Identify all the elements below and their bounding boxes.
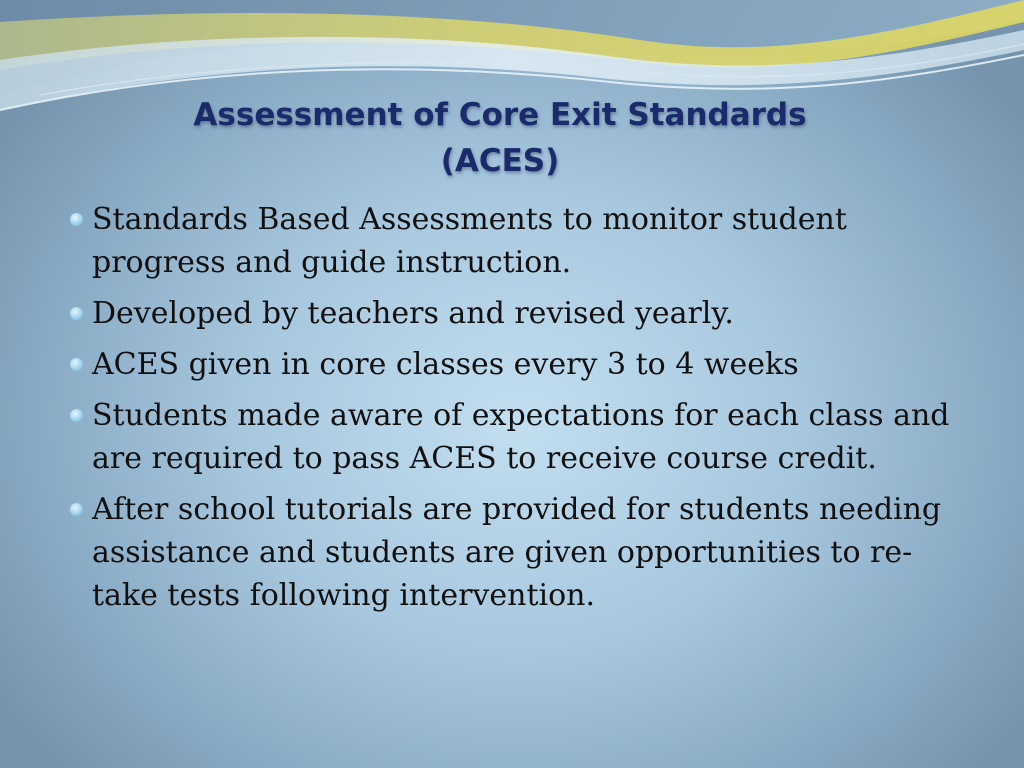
- bullet-text: Standards Based Assessments to monitor student progress and guide instruction.: [92, 202, 847, 280]
- bullet-text: After school tutorials are provided for students needing assistance and students are given opportunities to re-take tests following intervention.: [92, 492, 942, 613]
- bullet-text: Students made aware of expectations for each class and are required to pass ACES to receive course credit.: [92, 398, 950, 476]
- bullet-list: [62, 198, 972, 625]
- bullet-item: [62, 394, 972, 480]
- bullet-text: Developed by teachers and revised yearly.: [92, 296, 734, 331]
- round-bullet-icon: [70, 307, 83, 320]
- bullet-item: [62, 343, 972, 386]
- bullet-item: [62, 488, 972, 617]
- bullet-item: [62, 292, 972, 335]
- round-bullet-icon: [70, 409, 83, 422]
- round-bullet-icon: [70, 503, 83, 516]
- bullet-item: [62, 198, 972, 284]
- round-bullet-icon: [70, 213, 83, 226]
- bullet-text: ACES given in core classes every 3 to 4 weeks: [92, 347, 799, 382]
- round-bullet-icon: [70, 358, 83, 371]
- slide-title-line-1: Assessment of Core Exit Standards: [193, 97, 807, 133]
- slide-title-line-2: (ACES): [440, 143, 560, 179]
- slide-title: [100, 92, 900, 184]
